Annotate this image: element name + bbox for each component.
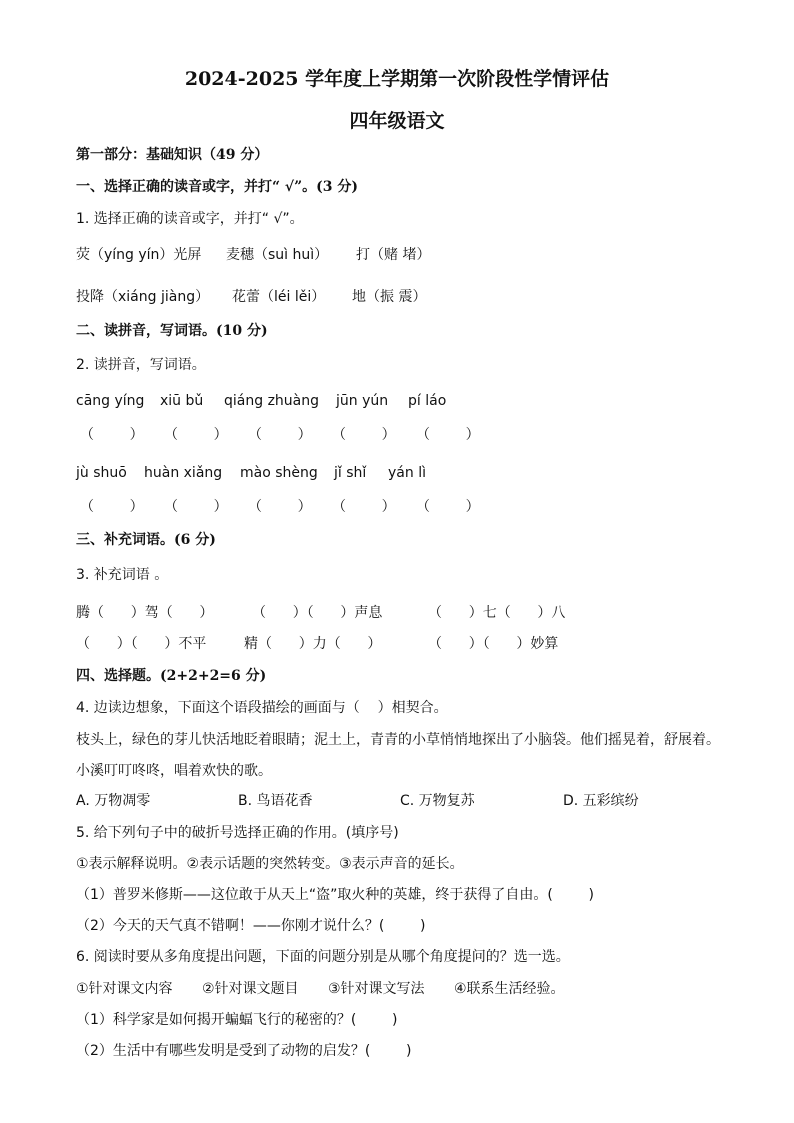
answer-blank[interactable]: （ ）	[164, 427, 228, 443]
q6-choice: ③针对课文写法	[328, 981, 425, 997]
question-4-passage-line-1: 枝头上，绿色的芽儿快活地眨着眼睛；泥土上，青青的小草悄悄地探出了小脑袋。他们摇晃着，舒展着。	[76, 732, 720, 748]
q1-item-6: 地（振 震）	[352, 289, 427, 305]
option-a[interactable]: A. 万物凋零	[76, 793, 151, 809]
section-1-heading: 一、选择正确的读音或字，并打“ √”。(3 分)	[76, 179, 359, 195]
idiom-item[interactable]: （ ）（ ）妙算	[428, 636, 559, 652]
idiom-item[interactable]: （ ）（ ）声息	[252, 605, 383, 621]
question-5-choices: ①表示解释说明。②表示话题的突然转变。③表示声音的延长。	[76, 856, 464, 872]
question-6-stem: 6. 阅读时要从多角度提出问题，下面的问题分别是从哪个角度提问的？选一选。	[76, 949, 570, 965]
answer-blank[interactable]: （ ）	[416, 427, 480, 443]
answer-blank[interactable]: （ ）	[332, 499, 396, 515]
idiom-item[interactable]: （ ）七（ ）八	[428, 605, 566, 621]
page-subtitle: 四年级语文	[349, 110, 445, 132]
section-2-heading: 二、读拼音，写词语。(10 分)	[76, 323, 268, 339]
question-6-item-2: （2）生活中有哪些发明是受到了动物的启发？( )	[76, 1043, 412, 1059]
pinyin-item: cāng yíng	[76, 393, 145, 409]
pinyin-item: pí láo	[408, 393, 447, 409]
question-4-stem: 4. 边读边想象，下面这个语段描绘的画面与（ ）相契合。	[76, 700, 448, 716]
q1-item-5: 花蕾（léi lěi）	[232, 289, 326, 305]
question-3-stem: 3. 补充词语 。	[76, 567, 169, 583]
q6-choice: ①针对课文内容	[76, 981, 173, 997]
q1-item-3: 打（赌 堵）	[356, 247, 431, 263]
question-5-item-1: （1）普罗米修斯——这位敢于从天上“盗”取火种的英雄，终于获得了自由。( )	[76, 887, 594, 903]
answer-blank[interactable]: （ ）	[416, 499, 480, 515]
pinyin-item: jūn yún	[336, 393, 389, 409]
option-d[interactable]: D. 五彩缤纷	[563, 793, 639, 809]
question-6-item-1: （1）科学家是如何揭开蝙蝠飞行的秘密的？( )	[76, 1012, 398, 1028]
q6-choice: ④联系生活经验。	[454, 981, 565, 997]
answer-blank[interactable]: （ ）	[248, 427, 312, 443]
idiom-item[interactable]: 腾（ ）驾（ ）	[76, 605, 214, 621]
answer-blank[interactable]: （ ）	[80, 427, 144, 443]
pinyin-item: jǐ shǐ	[334, 465, 367, 481]
answer-blank[interactable]: （ ）	[332, 427, 396, 443]
section-4-heading: 四、选择题。(2+2+2=6 分)	[76, 668, 267, 684]
answer-blank[interactable]: （ ）	[80, 499, 144, 515]
pinyin-item: qiáng zhuàng	[224, 393, 319, 409]
question-5-stem: 5. 给下列句子中的破折号选择正确的作用。(填序号)	[76, 825, 399, 841]
pinyin-item: jù shuō	[76, 465, 127, 481]
option-c[interactable]: C. 万物复苏	[400, 793, 475, 809]
q1-item-4: 投降（xiáng jiàng）	[76, 289, 210, 305]
question-1-stem: 1. 选择正确的读音或字，并打“ √”。	[76, 211, 304, 227]
answer-blank[interactable]: （ ）	[248, 499, 312, 515]
pinyin-item: yán lì	[388, 465, 426, 481]
pinyin-item: xiū bǔ	[160, 393, 204, 409]
idiom-item[interactable]: （ ）（ ）不平	[76, 636, 207, 652]
idiom-item[interactable]: 精（ ）力（ ）	[244, 636, 382, 652]
option-b[interactable]: B. 鸟语花香	[238, 793, 313, 809]
section-3-heading: 三、补充词语。(6 分)	[76, 532, 216, 548]
q6-choice: ②针对课文题目	[202, 981, 299, 997]
q1-item-2: 麦穗（suì huì）	[226, 247, 329, 263]
pinyin-item: mào shèng	[240, 465, 318, 481]
page-title: 2024-2025 学年度上学期第一次阶段性学情评估	[184, 68, 610, 90]
pinyin-item: huàn xiǎng	[144, 465, 223, 481]
question-2-stem: 2. 读拼音，写词语。	[76, 357, 206, 373]
q1-item-1: 荧（yíng yín）光屏	[76, 247, 202, 263]
question-5-item-2: （2）今天的天气真不错啊！——你刚才说什么？( )	[76, 918, 426, 934]
question-4-passage-line-2: 小溪叮叮咚咚，唱着欢快的歌。	[76, 763, 272, 779]
answer-blank[interactable]: （ ）	[164, 499, 228, 515]
part-heading: 第一部分：基础知识（49 分）	[76, 147, 269, 163]
